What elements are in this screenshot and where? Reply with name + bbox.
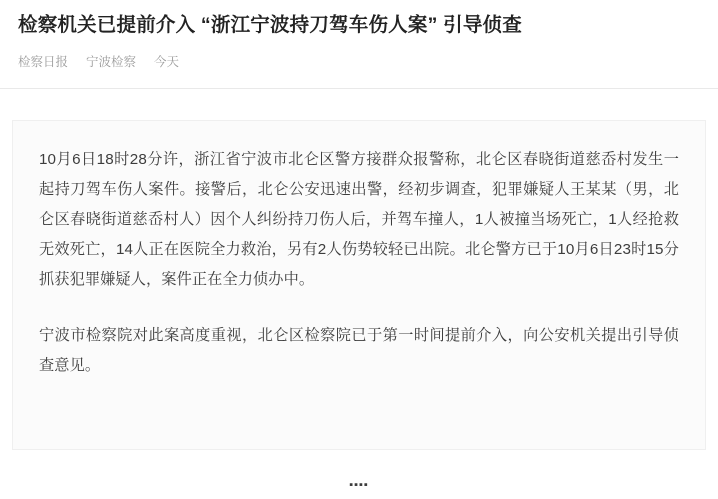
article-paragraph: 宁波市检察院对此案高度重视，北仑区检察院已于第一时间提前介入，向公安机关提出引导侦查意见。	[39, 327, 679, 374]
article-body-card	[12, 120, 706, 450]
article-paragraph: 10月6日18时28分许，浙江省宁波市北仑区警方接群众报警称，北仑区春晓街道慈岙村发生一起持刀驾车伤人案件。接警后，北仑公安迅速出警，经初步调查，犯罪嫌疑人王某某（男，北仑区春晓街道慈岙村人）因个人纠纷持刀伤人后，并驾车撞人，1人被撞当场死亡，1人经抢救无效死亡，14人正在医院全力救治，另有2人伤势较轻已出院。北仑警方已于10月6日23时15分抓获犯罪嫌疑人，案件正在全力侦办中。	[39, 151, 679, 288]
page-title: 检察机关已提前介入 “浙江宁波持刀驾车伤人案” 引导侦查	[18, 14, 522, 36]
meta-source: 检察日报	[18, 55, 69, 69]
meta-account: 宁波检察	[86, 55, 137, 69]
header-divider	[0, 88, 718, 89]
meta-time: 今天	[154, 55, 180, 69]
footer-dots: ▪▪▪▪	[349, 479, 369, 491]
article-meta	[18, 52, 179, 70]
